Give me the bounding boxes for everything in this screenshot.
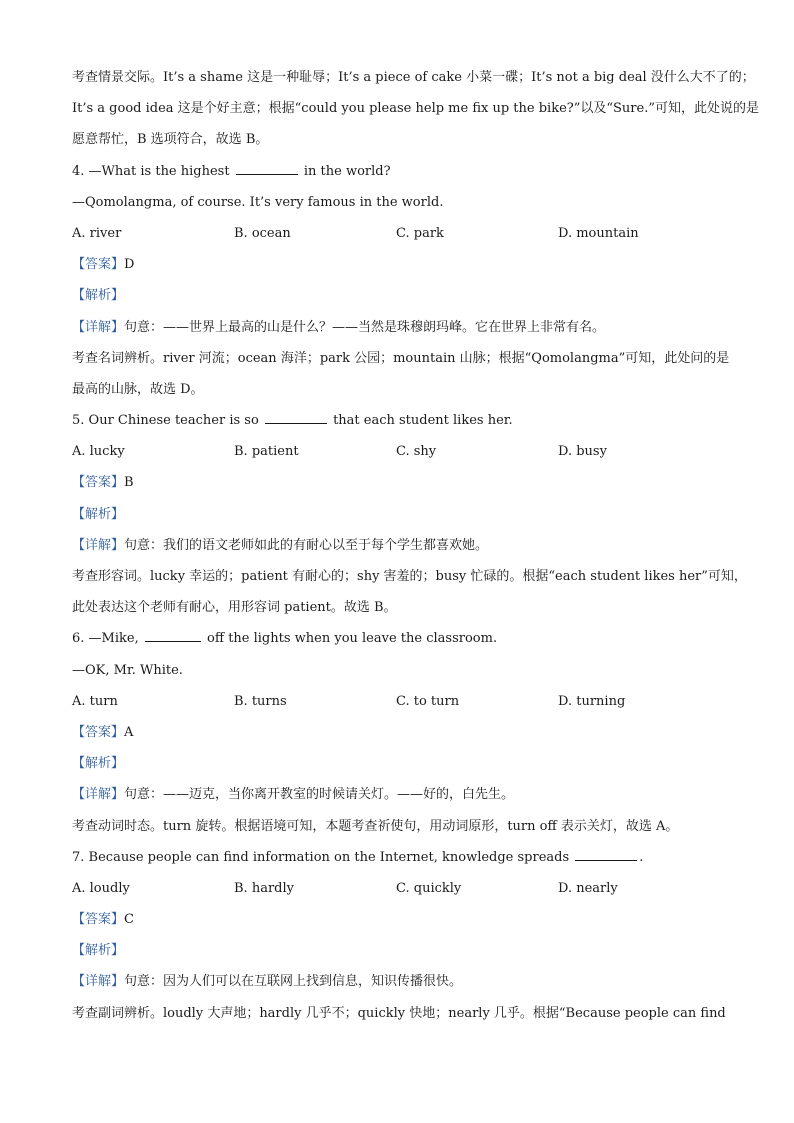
question-7-detail-text: 句意：因为人们可以在互联网上找到信息，知识传播很快。 <box>124 974 463 990</box>
question-4-stem-after: in the world? <box>303 163 391 179</box>
question-6-stem-before: 6. —Mike, <box>72 631 139 647</box>
answer-tag: 【答案】 <box>72 724 125 740</box>
question-5-explain-1: 考查形容词。lucky 幸运的；patient 有耐心的；shy 害羞的；busy 忙碌的。根据“each student likes her”可知， <box>72 569 747 584</box>
question-4-detail <box>72 312 732 343</box>
question-5-detail-text: 句意：我们的语文老师如此的有耐心以至于每个学生都喜欢她。 <box>124 537 489 553</box>
question-7-stem-after: . <box>639 849 644 865</box>
intro-line-2: It’s a good idea 这是个好主意；根据“could you please help me fix up the bike?”以及“Sure.”可知，此处说的是 <box>72 101 759 117</box>
intro-line-1: 考查情景交际。It’s a shame 这是一种耻辱；It’s a piece of cake 小菜一碟；It’s not a big deal 没什么大不了的； <box>72 70 755 85</box>
question-4-answer <box>72 249 732 280</box>
question-6-stem-after: off the lights when you leave the classroom. <box>207 631 498 647</box>
question-6-stem-2: —OK, Mr. White. <box>72 662 183 678</box>
question-5-option-a: A. lucky <box>72 444 125 460</box>
question-6-option-a: A. turn <box>72 693 118 709</box>
question-5-option-d: D. busy <box>558 444 607 460</box>
question-7-answer-value: C <box>124 912 134 928</box>
question-6-blank <box>145 628 201 642</box>
question-6-option-d: D. turning <box>558 693 626 709</box>
question-6-detail-text: 句意：——迈克，当你离开教室的时候请关灯。——好的，白先生。 <box>124 787 515 803</box>
intro-line-3: 愿意帮忙，B 选项符合，故选 B。 <box>72 132 269 148</box>
question-7-analysis <box>72 935 732 966</box>
detail-tag: 【详解】 <box>72 974 125 990</box>
question-4-blank <box>236 161 298 175</box>
question-7-option-c: C. quickly <box>396 880 462 896</box>
question-4-stem-before: 4. —What is the highest <box>72 163 230 179</box>
question-7-stem-before: 7. Because people can find information on the Internet, knowledge spreads <box>72 849 570 865</box>
question-6-answer-value: A <box>124 724 134 740</box>
question-5-option-b: B. patient <box>234 444 299 460</box>
analysis-tag: 【解析】 <box>72 506 125 522</box>
answer-tag: 【答案】 <box>72 912 125 928</box>
question-4-analysis <box>72 280 732 311</box>
analysis-tag: 【解析】 <box>72 288 125 304</box>
question-6-options <box>72 686 732 717</box>
question-5-stem-before: 5. Our Chinese teacher is so <box>72 413 259 429</box>
question-5-explain-2: 此处表达这个老师有耐心，用形容词 patient。故选 B。 <box>72 600 397 616</box>
question-4-stem-2: —Qomolangma, of course. It’s very famous in the world. <box>72 194 444 210</box>
question-6-answer <box>72 717 732 748</box>
question-7-answer <box>72 904 732 935</box>
question-6-option-b: B. turns <box>234 693 287 709</box>
question-4-answer-value: D <box>124 257 135 273</box>
answer-tag: 【答案】 <box>72 475 125 491</box>
question-5-option-c: C. shy <box>396 444 437 460</box>
question-6-detail <box>72 779 732 810</box>
question-4-explain-2: 最高的山脉，故选 D。 <box>72 381 204 397</box>
question-4-explain-1: 考查名词辨析。river 河流；ocean 海洋；park 公园；mountain 山脉；根据“Qomolangma”可知，此处问的是 <box>72 350 730 366</box>
question-7-option-b: B. hardly <box>234 880 294 896</box>
detail-tag: 【详解】 <box>72 319 125 335</box>
question-4-option-a: A. river <box>72 225 122 241</box>
question-4-option-d: D. mountain <box>558 225 639 241</box>
question-7-options <box>72 873 732 904</box>
detail-tag: 【详解】 <box>72 537 125 553</box>
question-5-blank <box>265 410 327 424</box>
question-5-stem <box>72 405 732 436</box>
question-7-blank <box>575 847 637 861</box>
question-7-option-a: A. loudly <box>72 880 130 896</box>
analysis-tag: 【解析】 <box>72 943 125 959</box>
question-6-analysis <box>72 748 732 779</box>
question-4-option-b: B. ocean <box>234 225 291 241</box>
question-5-answer-value: B <box>124 475 134 491</box>
question-4-stem <box>72 156 732 187</box>
question-4-detail-text: 句意：——世界上最高的山是什么？——当然是珠穆朗玛峰。它在世界上非常有名。 <box>124 319 606 335</box>
question-7-detail <box>72 966 732 997</box>
detail-tag: 【详解】 <box>72 787 125 803</box>
question-5-analysis <box>72 499 732 530</box>
question-5-detail <box>72 530 732 561</box>
document-page <box>72 62 759 1029</box>
question-4-options <box>72 218 732 249</box>
analysis-tag: 【解析】 <box>72 756 125 772</box>
answer-tag: 【答案】 <box>72 257 125 273</box>
question-5-answer <box>72 467 732 498</box>
question-6-stem <box>72 623 732 654</box>
question-7-option-d: D. nearly <box>558 880 618 896</box>
question-4-option-c: C. park <box>396 225 444 241</box>
question-7-stem <box>72 842 732 873</box>
question-5-stem-after: that each student likes her. <box>333 413 513 429</box>
question-6-option-c: C. to turn <box>396 693 460 709</box>
question-7-explain-1: 考查副词辨析。loudly 大声地；hardly 几乎不；quickly 快地；nearly 几乎。根据“Because people can find <box>72 1005 726 1021</box>
question-5-options <box>72 436 732 467</box>
question-6-explain-1: 考查动词时态。turn 旋转。根据语境可知，本题考查祈使句，用动词原形，turn off 表示关灯，故选 A。 <box>72 818 679 834</box>
